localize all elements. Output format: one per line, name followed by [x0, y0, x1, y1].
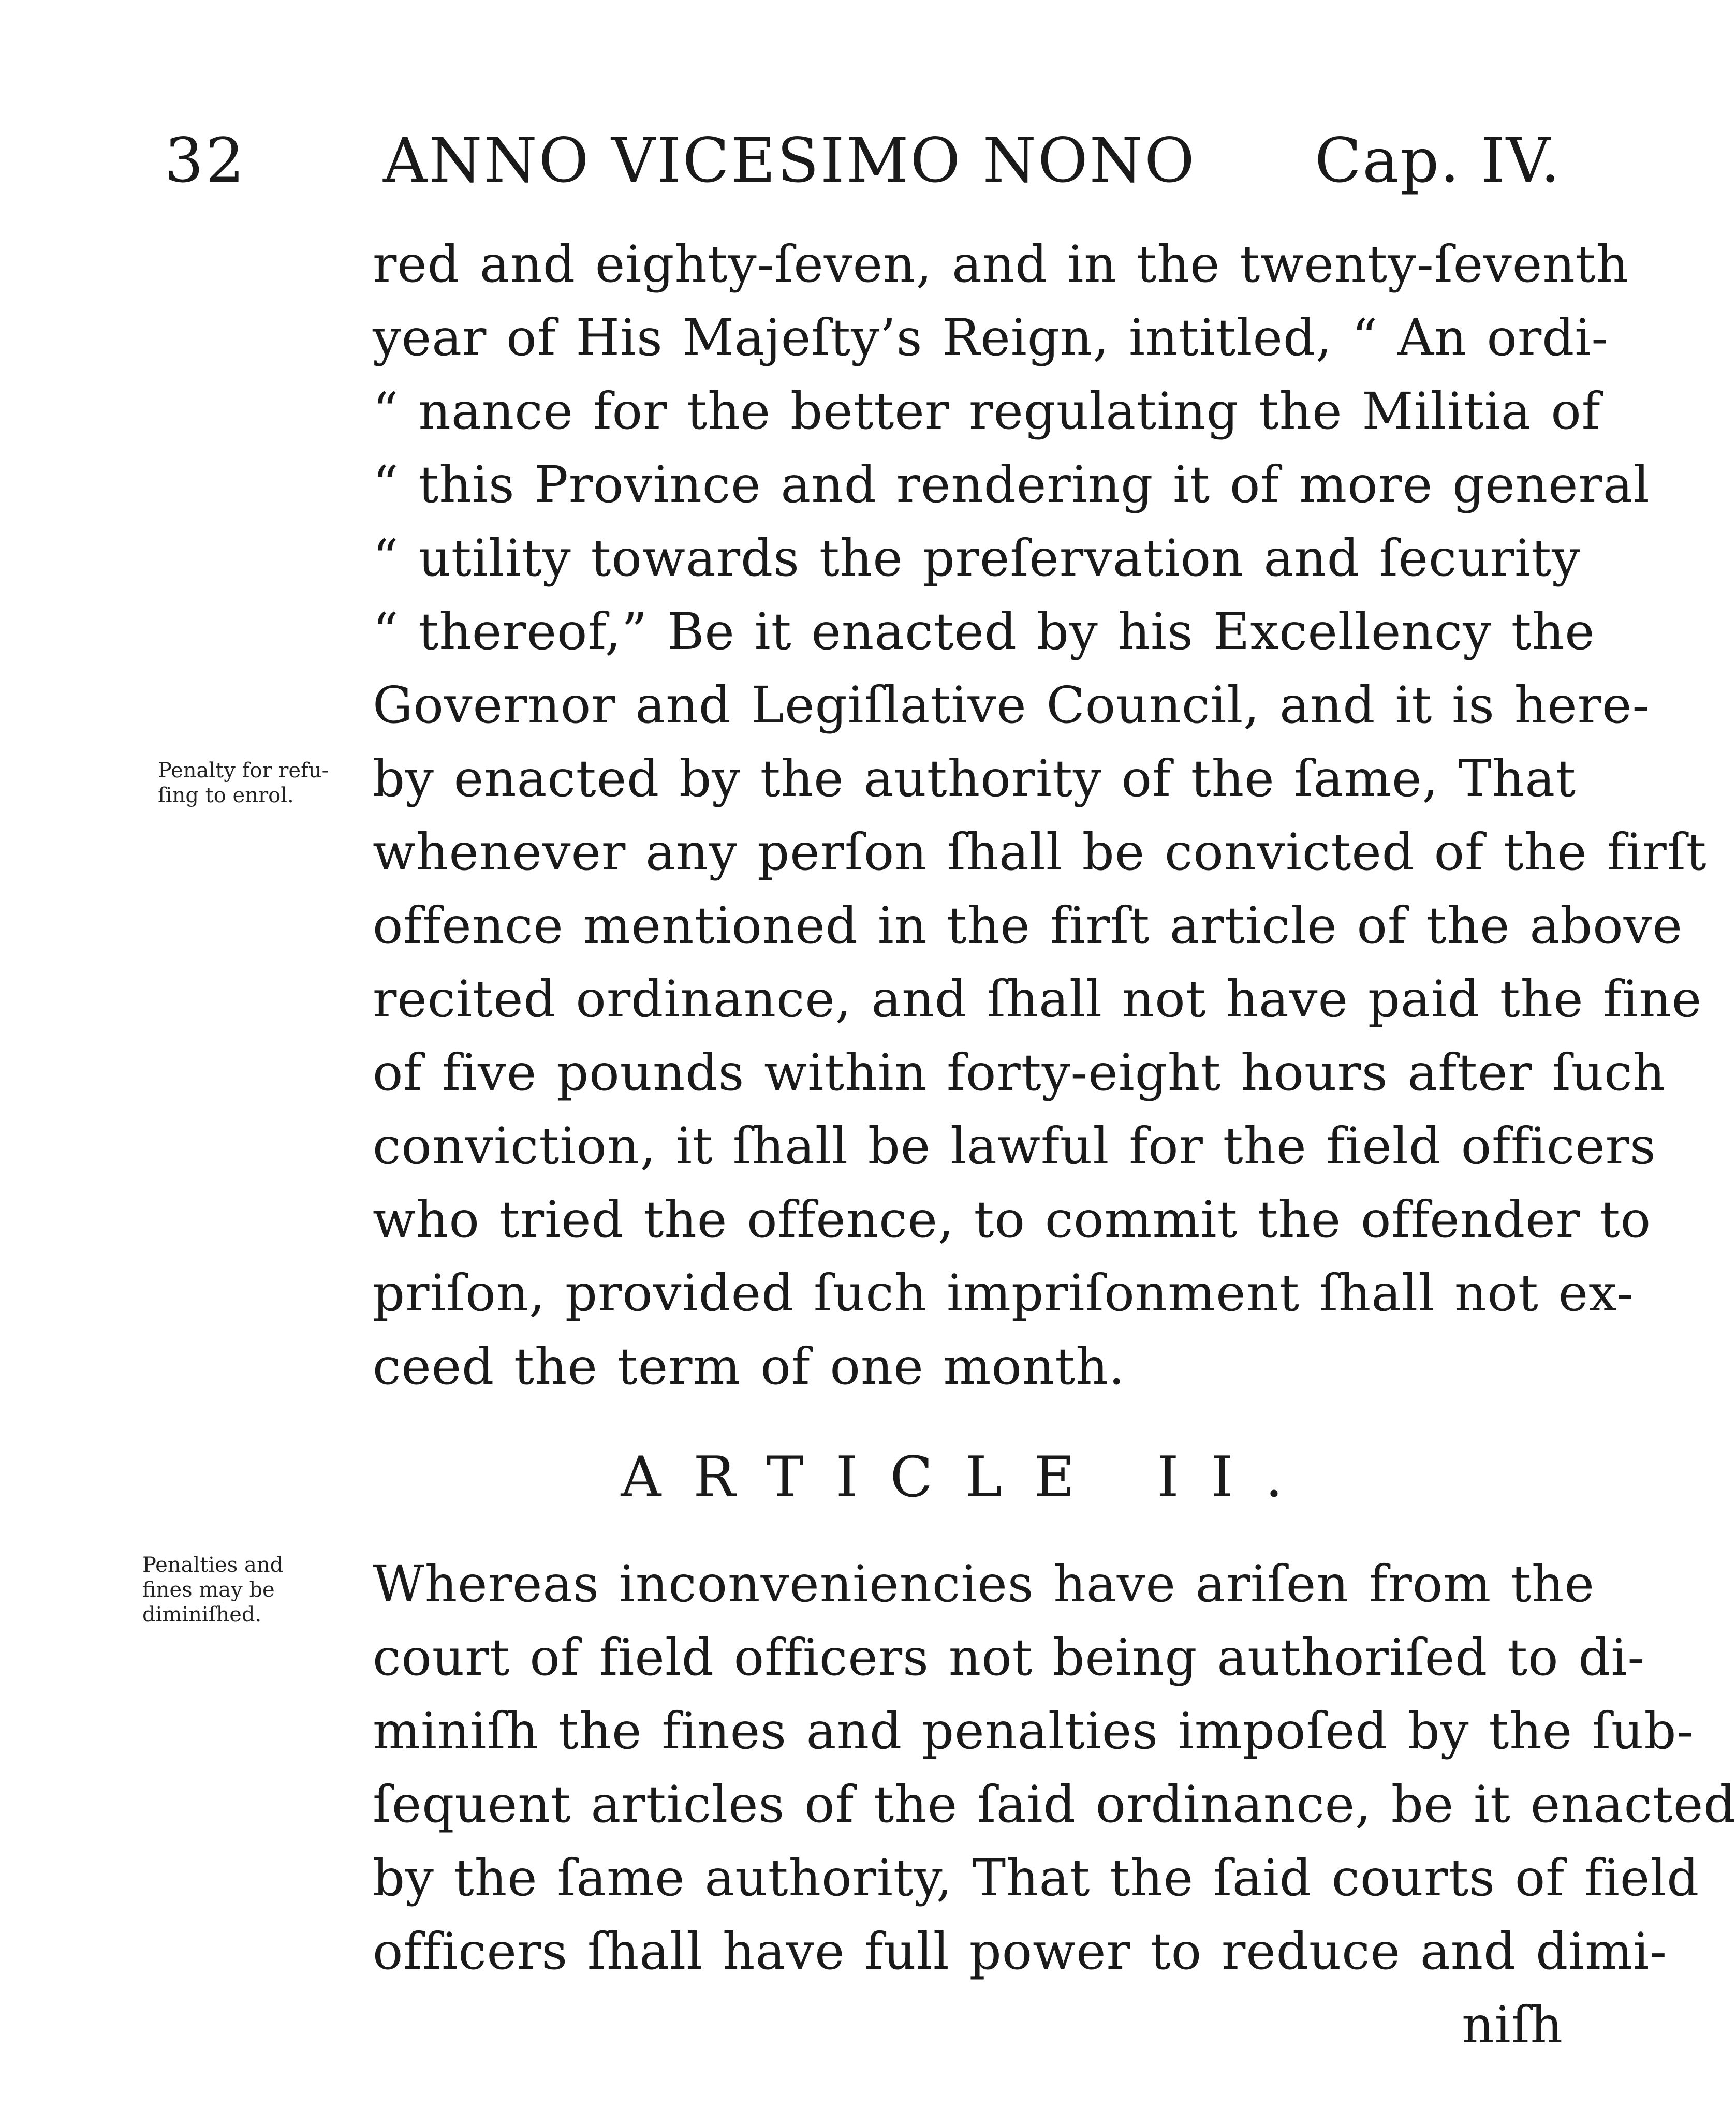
article-heading: ARTICLE II.	[621, 1445, 1315, 1510]
margin-note-line: Penalty for refu-	[158, 759, 329, 783]
text-line: conviction, it ſhall be lawful for the field officers	[373, 1117, 1656, 1175]
margin-note-penalties-diminished	[142, 1553, 339, 1627]
text-line: “ nance for the better regulating the Militia of	[373, 382, 1601, 440]
text-line: whenever any perſon ſhall be convicted of the firſt	[373, 823, 1707, 881]
text-line: court of field officers not being authoriſed to di-	[373, 1628, 1645, 1687]
text-line: ſequent articles of the ſaid ordinance, be it enacted	[373, 1775, 1736, 1834]
margin-note-line: Penalties and	[142, 1553, 284, 1577]
text-line: “ thereof,” Be it enacted by his Excellency the	[373, 602, 1595, 661]
text-line: year of His Majeſty’s Reign, intitled, “ An ordi-	[373, 308, 1609, 367]
catchword: niſh	[1462, 1996, 1563, 2054]
text-line: by enacted by the authority of the ſame, That	[373, 749, 1577, 808]
text-line: of five pounds within forty-eight hours after ſuch	[373, 1043, 1666, 1102]
text-line: offence mentioned in the firſt article of the above	[373, 896, 1683, 955]
chapter-reference: Cap. IV.	[1315, 125, 1561, 196]
text-line: red and eighty-ſeven, and in the twenty-ſeventh	[373, 235, 1629, 293]
text-line: Whereas inconveniencies have ariſen from the	[373, 1555, 1595, 1613]
running-title: ANNO VICESIMO NONO	[383, 125, 1196, 196]
margin-note-line: ſing to enrol.	[158, 784, 294, 807]
text-line: ceed the term of one month.	[373, 1337, 1125, 1396]
text-line: officers ſhall have full power to reduce and dimi-	[373, 1922, 1667, 1981]
text-line: priſon, provided ſuch impriſonment ſhall not ex-	[373, 1264, 1634, 1322]
text-line: “ this Province and rendering it of more general	[373, 455, 1650, 514]
text-line: Governor and Legiſlative Council, and it is here-	[373, 676, 1650, 734]
body-text-section-1	[373, 228, 1707, 1404]
text-line: recited ordinance, and ſhall not have paid the fine	[373, 970, 1702, 1028]
margin-note-penalty-refusing	[158, 758, 365, 808]
text-line: miniſh the fines and penalties impoſed by the ſub-	[373, 1702, 1695, 1760]
text-line: by the ſame authority, That the ſaid courts of field	[373, 1849, 1700, 1907]
margin-note-line: fines may be	[142, 1578, 275, 1602]
body-text-section-2	[373, 1547, 1736, 2062]
text-line: who tried the offence, to commit the offender to	[373, 1190, 1652, 1249]
page-header	[0, 122, 1595, 199]
text-line: “ utility towards the preſervation and ſecurity	[373, 529, 1581, 587]
margin-note-line: diminiſhed.	[142, 1603, 262, 1627]
page-number: 32	[165, 125, 247, 196]
